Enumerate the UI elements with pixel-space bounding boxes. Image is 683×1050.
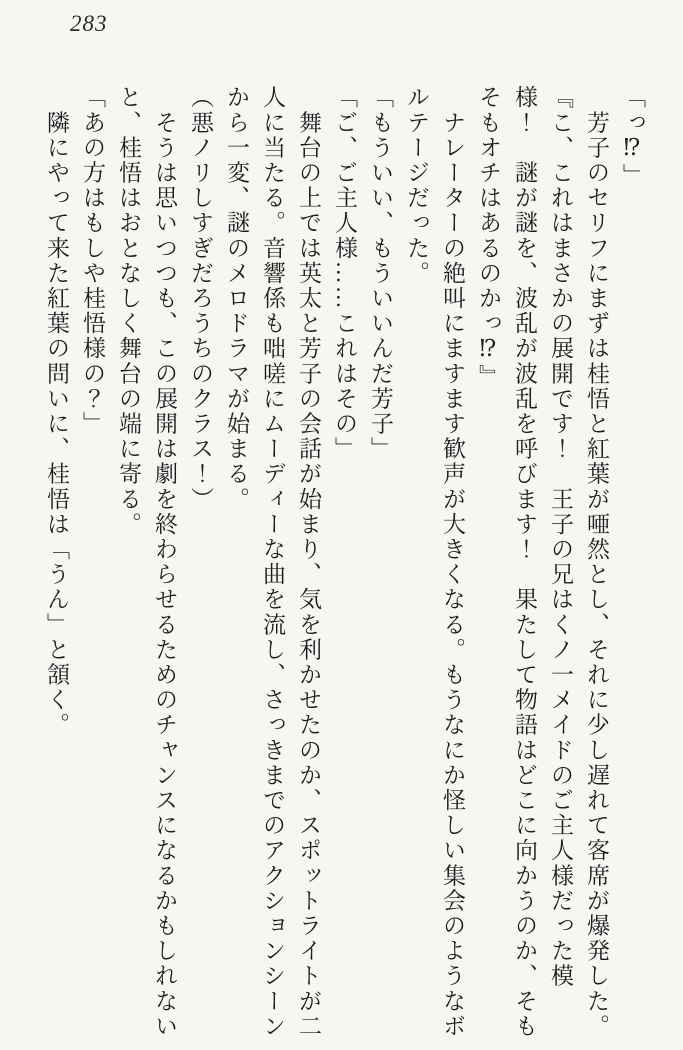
text-line: 「あの方はもしや桂悟様の？」 <box>80 85 105 437</box>
text-line: と、桂悟はおとなしく舞台の端に寄る。 <box>116 85 141 537</box>
text-line: 「っ⁉」 <box>620 85 645 189</box>
text-line: （悪ノリしすぎだろうちのクラス！） <box>188 85 213 512</box>
text-line: 隣にやって来た紅葉の問いに、桂悟は「うん」と頷く。 <box>44 85 69 738</box>
text-line: 「ご、ご主人様……これはその」 <box>332 85 357 462</box>
text-line: 「もういい、もういいんだ芳子」 <box>368 85 393 462</box>
page-number: 283 <box>70 11 108 36</box>
text-line: 様！ 謎が謎を、波乱が波乱を呼びます！ 果たして物語はどこに向かうのか、そも <box>512 85 537 1039</box>
text-line: 芳子のセリフにまずは桂悟と紅葉が唖然とし、それに少し遅れて客席が爆発した。 <box>584 85 609 1039</box>
text-block <box>38 85 650 1039</box>
text-line: そうは思いつつも、この展開は劇を終わらせるためのチャンスになるかもしれない <box>152 85 177 1039</box>
text-line: から一変、謎のメロドラマが始まる。 <box>224 85 249 512</box>
text-line: 人に当たる。音響係も咄嗟にムーディーな曲を流し、さっきまでのアクションシーン <box>260 85 285 1039</box>
text-line: 『こ、これはまさかの展開です！ 王子の兄はくノ一メイドのご主人様だった模 <box>548 85 573 989</box>
text-line: ナレーターの絶叫にますます歓声が大きくなる。もうなにか怪しい集会のようなボ <box>440 85 465 1039</box>
text-line: ルテージだった。 <box>404 85 429 286</box>
text-line: 舞台の上では英太と芳子の会話が始まり、気を利かせたのか、スポットライトが二 <box>296 85 321 1039</box>
text-line: そもオチはあるのかっ⁉』 <box>476 85 501 390</box>
